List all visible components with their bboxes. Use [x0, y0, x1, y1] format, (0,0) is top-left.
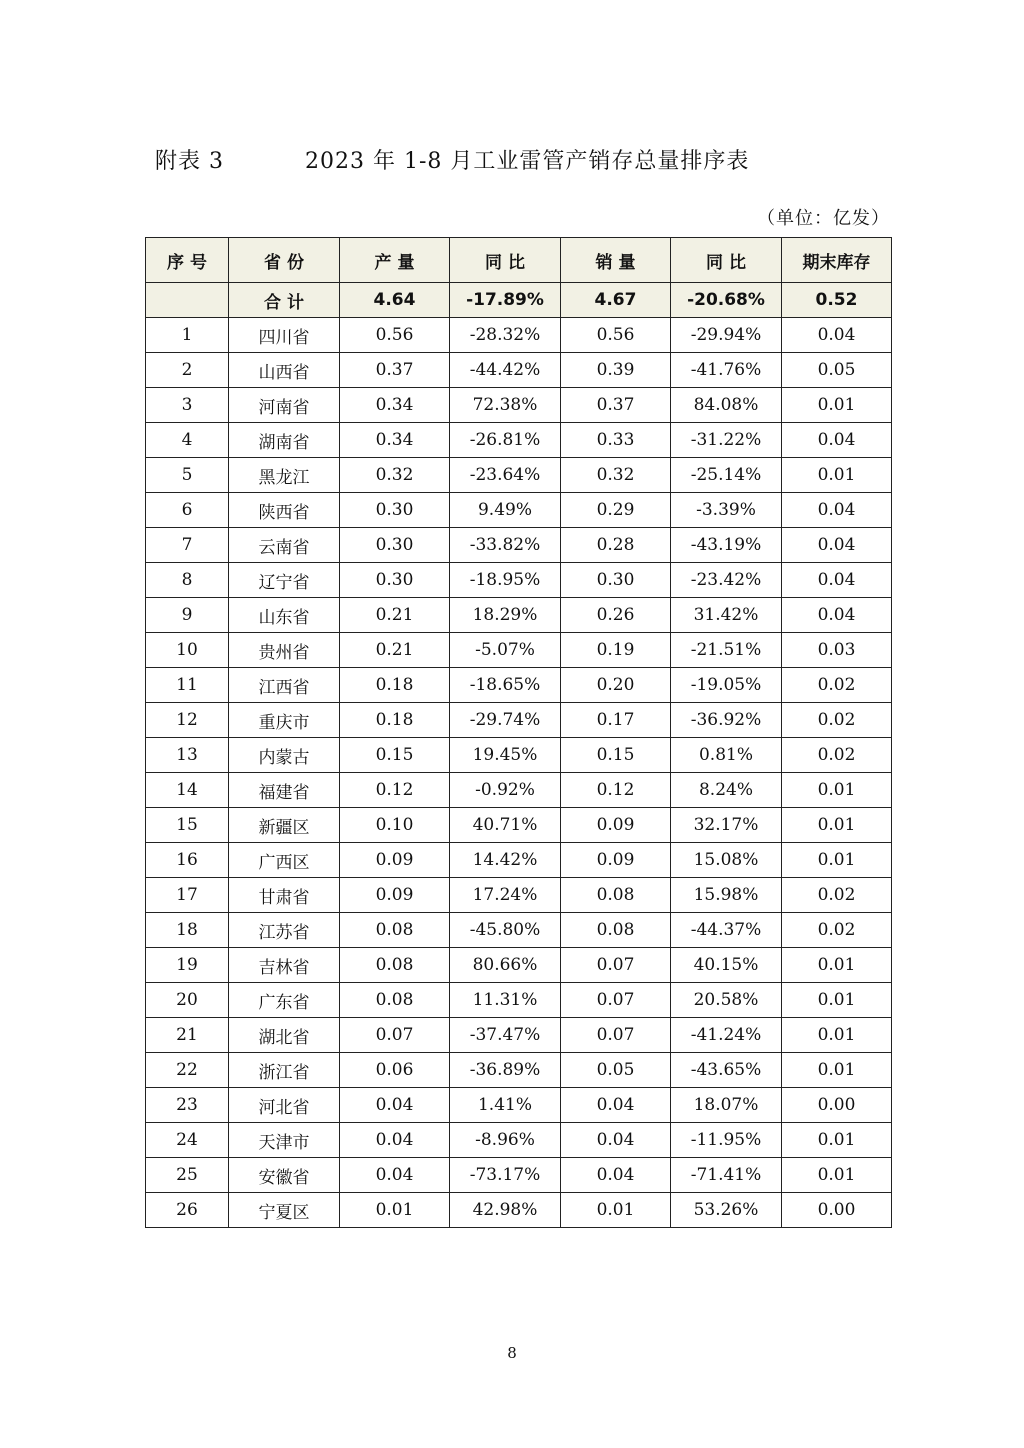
cell-sales-yoy: 15.98% [671, 878, 782, 913]
cell-inventory: 0.04 [782, 493, 892, 528]
cell-rank: 14 [146, 773, 229, 808]
cell-production-yoy: -36.89% [450, 1053, 561, 1088]
cell-province: 安徽省 [229, 1158, 340, 1193]
cell-province: 新疆区 [229, 808, 340, 843]
cell-province: 河南省 [229, 388, 340, 423]
cell-production: 0.34 [340, 423, 450, 458]
table-row [146, 1193, 892, 1228]
cell-sales-yoy: -41.24% [671, 1018, 782, 1053]
cell-production: 0.18 [340, 703, 450, 738]
cell-sales: 0.20 [561, 668, 671, 703]
cell-sales-yoy: 31.42% [671, 598, 782, 633]
cell-production: 0.04 [340, 1088, 450, 1123]
header-production-yoy: 同 比 [450, 238, 561, 283]
cell-inventory: 0.04 [782, 318, 892, 353]
cell-inventory: 0.01 [782, 773, 892, 808]
total-cell-production-yoy: -17.89% [450, 283, 561, 318]
cell-production: 0.34 [340, 388, 450, 423]
cell-sales: 0.07 [561, 948, 671, 983]
cell-sales: 0.04 [561, 1088, 671, 1123]
cell-production: 0.18 [340, 668, 450, 703]
cell-rank: 19 [146, 948, 229, 983]
table-row [146, 493, 892, 528]
table-row [146, 913, 892, 948]
cell-sales: 0.09 [561, 843, 671, 878]
table-row [146, 388, 892, 423]
cell-rank: 2 [146, 353, 229, 388]
cell-sales: 0.04 [561, 1158, 671, 1193]
cell-sales: 0.19 [561, 633, 671, 668]
cell-production: 0.06 [340, 1053, 450, 1088]
cell-production-yoy: -5.07% [450, 633, 561, 668]
cell-production-yoy: 40.71% [450, 808, 561, 843]
cell-production: 0.10 [340, 808, 450, 843]
cell-production-yoy: -28.32% [450, 318, 561, 353]
cell-sales-yoy: -3.39% [671, 493, 782, 528]
cell-production: 0.32 [340, 458, 450, 493]
table-row [146, 458, 892, 493]
cell-rank: 3 [146, 388, 229, 423]
cell-production: 0.08 [340, 983, 450, 1018]
cell-province: 贵州省 [229, 633, 340, 668]
cell-sales: 0.17 [561, 703, 671, 738]
cell-inventory: 0.01 [782, 458, 892, 493]
cell-sales: 0.09 [561, 808, 671, 843]
unit-note: （单位：亿发） [757, 208, 890, 229]
cell-province: 江苏省 [229, 913, 340, 948]
cell-production: 0.37 [340, 353, 450, 388]
cell-sales-yoy: -25.14% [671, 458, 782, 493]
cell-sales-yoy: 20.58% [671, 983, 782, 1018]
total-row [146, 283, 892, 318]
cell-province: 广东省 [229, 983, 340, 1018]
cell-rank: 22 [146, 1053, 229, 1088]
cell-rank: 21 [146, 1018, 229, 1053]
cell-sales-yoy: 15.08% [671, 843, 782, 878]
cell-province: 云南省 [229, 528, 340, 563]
cell-sales-yoy: -11.95% [671, 1123, 782, 1158]
cell-province: 广西区 [229, 843, 340, 878]
header-sales-yoy: 同 比 [671, 238, 782, 283]
total-cell-label: 合 计 [229, 283, 340, 318]
table-row [146, 983, 892, 1018]
cell-production-yoy: 1.41% [450, 1088, 561, 1123]
cell-sales: 0.15 [561, 738, 671, 773]
table-row [146, 1053, 892, 1088]
cell-production-yoy: 17.24% [450, 878, 561, 913]
cell-inventory: 0.02 [782, 703, 892, 738]
cell-production: 0.04 [340, 1158, 450, 1193]
document-title [155, 144, 895, 180]
cell-sales: 0.04 [561, 1123, 671, 1158]
cell-sales: 0.07 [561, 1018, 671, 1053]
cell-province: 福建省 [229, 773, 340, 808]
cell-province: 黑龙江 [229, 458, 340, 493]
cell-province: 山东省 [229, 598, 340, 633]
cell-production-yoy: 42.98% [450, 1193, 561, 1228]
ranking-table [145, 237, 892, 1228]
cell-province: 四川省 [229, 318, 340, 353]
cell-rank: 18 [146, 913, 229, 948]
table-row [146, 738, 892, 773]
cell-inventory: 0.04 [782, 598, 892, 633]
cell-sales: 0.30 [561, 563, 671, 598]
cell-sales: 0.28 [561, 528, 671, 563]
header-ending-inventory: 期末库存 [782, 238, 892, 283]
cell-production-yoy: -33.82% [450, 528, 561, 563]
cell-production: 0.12 [340, 773, 450, 808]
cell-sales-yoy: 0.81% [671, 738, 782, 773]
cell-sales: 0.01 [561, 1193, 671, 1228]
cell-sales-yoy: -21.51% [671, 633, 782, 668]
cell-production-yoy: -23.64% [450, 458, 561, 493]
cell-production-yoy: -0.92% [450, 773, 561, 808]
cell-rank: 9 [146, 598, 229, 633]
cell-province: 河北省 [229, 1088, 340, 1123]
table-row [146, 808, 892, 843]
table-row [146, 703, 892, 738]
cell-sales: 0.07 [561, 983, 671, 1018]
table-row [146, 598, 892, 633]
cell-province: 宁夏区 [229, 1193, 340, 1228]
cell-production-yoy: -18.95% [450, 563, 561, 598]
cell-rank: 23 [146, 1088, 229, 1123]
header-rank: 序 号 [146, 238, 229, 283]
cell-sales: 0.26 [561, 598, 671, 633]
table-row [146, 668, 892, 703]
table-row [146, 423, 892, 458]
cell-province: 江西省 [229, 668, 340, 703]
table-row [146, 563, 892, 598]
table-row [146, 878, 892, 913]
cell-inventory: 0.01 [782, 983, 892, 1018]
cell-rank: 5 [146, 458, 229, 493]
cell-sales: 0.05 [561, 1053, 671, 1088]
total-cell-sales: 4.67 [561, 283, 671, 318]
cell-sales-yoy: 18.07% [671, 1088, 782, 1123]
cell-province: 天津市 [229, 1123, 340, 1158]
cell-sales-yoy: 84.08% [671, 388, 782, 423]
cell-production: 0.09 [340, 878, 450, 913]
cell-inventory: 0.04 [782, 423, 892, 458]
cell-production-yoy: 14.42% [450, 843, 561, 878]
cell-province: 湖南省 [229, 423, 340, 458]
cell-sales-yoy: -23.42% [671, 563, 782, 598]
cell-rank: 8 [146, 563, 229, 598]
cell-rank: 13 [146, 738, 229, 773]
cell-production-yoy: -26.81% [450, 423, 561, 458]
header-sales: 销 量 [561, 238, 671, 283]
cell-sales-yoy: 53.26% [671, 1193, 782, 1228]
cell-inventory: 0.04 [782, 563, 892, 598]
cell-sales-yoy: -19.05% [671, 668, 782, 703]
cell-inventory: 0.02 [782, 913, 892, 948]
cell-inventory: 0.00 [782, 1193, 892, 1228]
cell-rank: 24 [146, 1123, 229, 1158]
cell-inventory: 0.01 [782, 843, 892, 878]
cell-sales-yoy: -36.92% [671, 703, 782, 738]
cell-production-yoy: -44.42% [450, 353, 561, 388]
cell-production: 0.07 [340, 1018, 450, 1053]
cell-rank: 16 [146, 843, 229, 878]
cell-province: 吉林省 [229, 948, 340, 983]
table-row [146, 1088, 892, 1123]
cell-province: 甘肃省 [229, 878, 340, 913]
cell-production-yoy: -45.80% [450, 913, 561, 948]
table-row [146, 318, 892, 353]
cell-rank: 25 [146, 1158, 229, 1193]
cell-production: 0.08 [340, 948, 450, 983]
cell-rank: 10 [146, 633, 229, 668]
cell-inventory: 0.05 [782, 353, 892, 388]
cell-rank: 12 [146, 703, 229, 738]
table-row [146, 1158, 892, 1193]
cell-province: 浙江省 [229, 1053, 340, 1088]
cell-sales-yoy: -43.19% [671, 528, 782, 563]
cell-rank: 26 [146, 1193, 229, 1228]
cell-production-yoy: 19.45% [450, 738, 561, 773]
cell-rank: 4 [146, 423, 229, 458]
cell-sales-yoy: 40.15% [671, 948, 782, 983]
table-row [146, 773, 892, 808]
cell-sales: 0.08 [561, 913, 671, 948]
total-cell-sales-yoy: -20.68% [671, 283, 782, 318]
cell-province: 重庆市 [229, 703, 340, 738]
cell-inventory: 0.01 [782, 808, 892, 843]
cell-sales-yoy: -71.41% [671, 1158, 782, 1193]
cell-province: 湖北省 [229, 1018, 340, 1053]
cell-inventory: 0.02 [782, 738, 892, 773]
total-cell-production: 4.64 [340, 283, 450, 318]
page-number: 8 [507, 1344, 517, 1362]
cell-sales: 0.33 [561, 423, 671, 458]
cell-sales-yoy: -44.37% [671, 913, 782, 948]
cell-province: 辽宁省 [229, 563, 340, 598]
table-row [146, 948, 892, 983]
cell-production-yoy: -73.17% [450, 1158, 561, 1193]
table-title: 2023 年 1-8 月工业雷管产销存总量排序表 [305, 149, 750, 174]
appendix-label: 附表 3 [155, 149, 224, 174]
cell-production: 0.09 [340, 843, 450, 878]
cell-province: 山西省 [229, 353, 340, 388]
cell-production-yoy: -37.47% [450, 1018, 561, 1053]
header-production: 产 量 [340, 238, 450, 283]
cell-rank: 1 [146, 318, 229, 353]
cell-province: 陕西省 [229, 493, 340, 528]
cell-inventory: 0.03 [782, 633, 892, 668]
cell-sales: 0.39 [561, 353, 671, 388]
cell-production: 0.30 [340, 563, 450, 598]
cell-sales-yoy: -31.22% [671, 423, 782, 458]
cell-inventory: 0.02 [782, 668, 892, 703]
cell-production: 0.30 [340, 528, 450, 563]
cell-rank: 20 [146, 983, 229, 1018]
cell-inventory: 0.01 [782, 948, 892, 983]
cell-inventory: 0.04 [782, 528, 892, 563]
cell-inventory: 0.00 [782, 1088, 892, 1123]
cell-production: 0.21 [340, 598, 450, 633]
cell-rank: 11 [146, 668, 229, 703]
cell-sales: 0.12 [561, 773, 671, 808]
cell-rank: 6 [146, 493, 229, 528]
cell-production: 0.30 [340, 493, 450, 528]
cell-production-yoy: 72.38% [450, 388, 561, 423]
cell-sales: 0.56 [561, 318, 671, 353]
cell-inventory: 0.02 [782, 878, 892, 913]
cell-production-yoy: 80.66% [450, 948, 561, 983]
cell-inventory: 0.01 [782, 1158, 892, 1193]
cell-production-yoy: -29.74% [450, 703, 561, 738]
cell-inventory: 0.01 [782, 388, 892, 423]
total-cell-rank [146, 283, 229, 318]
cell-production-yoy: -18.65% [450, 668, 561, 703]
cell-province: 内蒙古 [229, 738, 340, 773]
cell-sales-yoy: -29.94% [671, 318, 782, 353]
cell-inventory: 0.01 [782, 1018, 892, 1053]
cell-production-yoy: 9.49% [450, 493, 561, 528]
cell-inventory: 0.01 [782, 1053, 892, 1088]
cell-rank: 15 [146, 808, 229, 843]
cell-production-yoy: -8.96% [450, 1123, 561, 1158]
cell-rank: 7 [146, 528, 229, 563]
cell-sales-yoy: 32.17% [671, 808, 782, 843]
cell-production: 0.56 [340, 318, 450, 353]
table-row [146, 353, 892, 388]
cell-sales: 0.29 [561, 493, 671, 528]
cell-sales-yoy: -43.65% [671, 1053, 782, 1088]
table-row [146, 1018, 892, 1053]
cell-sales-yoy: -41.76% [671, 353, 782, 388]
table-row [146, 633, 892, 668]
cell-production-yoy: 18.29% [450, 598, 561, 633]
cell-sales-yoy: 8.24% [671, 773, 782, 808]
table-row [146, 843, 892, 878]
cell-production-yoy: 11.31% [450, 983, 561, 1018]
cell-sales: 0.32 [561, 458, 671, 493]
table-header-row [146, 238, 892, 283]
cell-production: 0.04 [340, 1123, 450, 1158]
cell-inventory: 0.01 [782, 1123, 892, 1158]
table-row [146, 1123, 892, 1158]
cell-sales: 0.37 [561, 388, 671, 423]
cell-production: 0.08 [340, 913, 450, 948]
cell-production: 0.21 [340, 633, 450, 668]
cell-rank: 17 [146, 878, 229, 913]
total-cell-inventory: 0.52 [782, 283, 892, 318]
cell-sales: 0.08 [561, 878, 671, 913]
header-province: 省 份 [229, 238, 340, 283]
cell-production: 0.15 [340, 738, 450, 773]
table-row [146, 528, 892, 563]
cell-production: 0.01 [340, 1193, 450, 1228]
